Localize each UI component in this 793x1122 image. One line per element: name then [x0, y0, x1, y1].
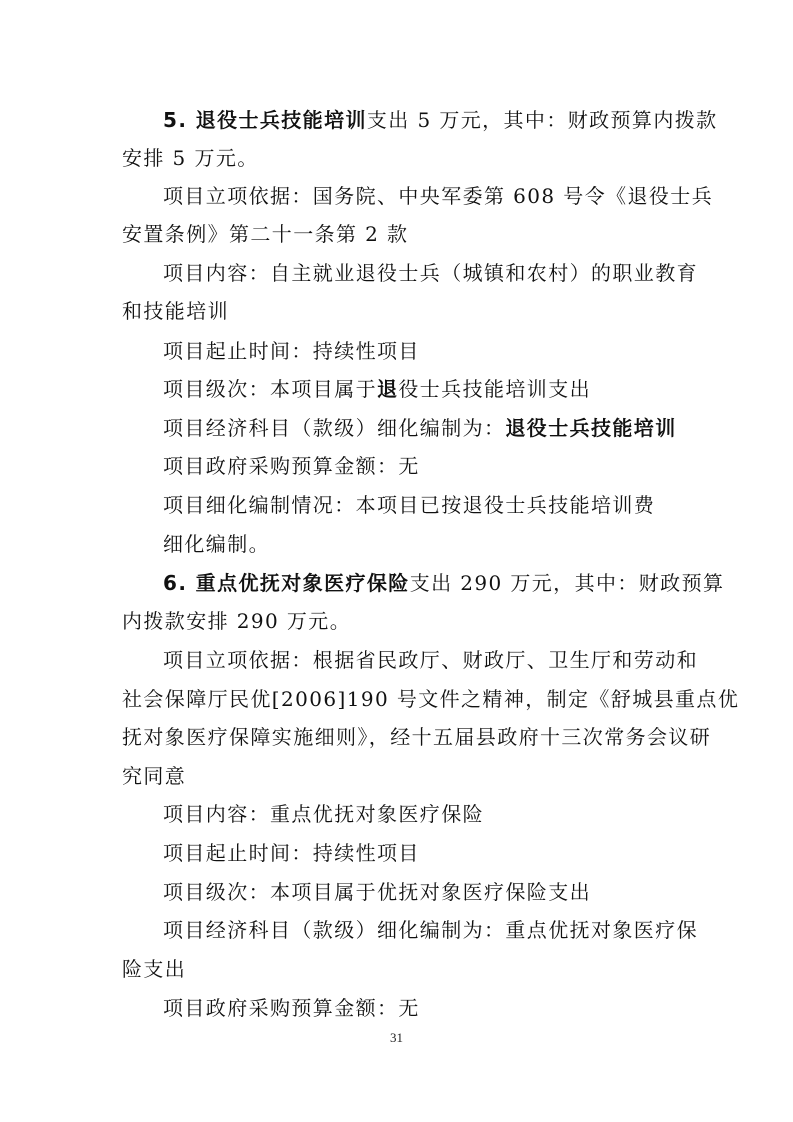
section5-level-line: [163, 376, 591, 402]
section5-level-bold: 退: [377, 377, 399, 401]
page-number: 31: [390, 1030, 403, 1045]
section5-heading: 5. 退役士兵技能培训: [163, 108, 367, 132]
section5-econ-line: [163, 415, 677, 441]
section6-procurement: 项目政府采购预算金额：无: [163, 996, 420, 1020]
section5-period: 项目起止时间：持续性项目: [163, 339, 420, 363]
section5-heading-line: [163, 107, 718, 133]
section5-econ-bold: 退役士兵技能培训: [505, 416, 677, 440]
section6-basis-line2: 社会保障厅民优[2006]190 号文件之精神，制定《舒城县重点优: [122, 687, 740, 711]
section5-detail-line1: 项目细化编制情况：本项目已按退役士兵技能培训费: [163, 493, 656, 517]
section6-period: 项目起止时间：持续性项目: [163, 841, 420, 865]
section6-econ-line1: 项目经济科目（款级）细化编制为：重点优抚对象医疗保: [163, 918, 698, 942]
section5-heading-rest: 支出 5 万元，其中：财政预算内拨款: [366, 108, 718, 132]
section5-econ-prefix: 项目经济科目（款级）细化编制为：: [163, 416, 506, 440]
section6-basis-line4: 究同意: [122, 764, 187, 788]
section5-heading-line2: 安排 5 万元。: [122, 146, 259, 170]
section6-heading-rest: 支出 290 万元，其中：财政预算: [409, 571, 725, 595]
section6-level: 项目级次：本项目属于优抚对象医疗保险支出: [163, 880, 591, 904]
section5-detail-line2: 细化编制。: [163, 532, 270, 556]
section5-content-line1: 项目内容：自主就业退役士兵（城镇和农村）的职业教育: [163, 261, 698, 285]
section5-basis-line1: 项目立项依据：国务院、中央军委第 608 号令《退役士兵: [163, 184, 714, 208]
section6-heading-line: [163, 570, 724, 596]
section6-basis-line3: 抚对象医疗保障实施细则》，经十五届县政府十三次常务会议研: [122, 725, 712, 749]
section6-heading: 6. 重点优抚对象医疗保险: [163, 571, 410, 595]
section5-content-line2: 和技能培训: [122, 299, 229, 323]
section5-level-prefix: 项目级次：本项目属于: [163, 377, 377, 401]
section6-content: 项目内容：重点优抚对象医疗保险: [163, 802, 484, 826]
section5-level-rest: 役士兵技能培训支出: [398, 377, 592, 401]
section6-basis-line1: 项目立项依据：根据省民政厅、财政厅、卫生厅和劳动和: [163, 648, 698, 672]
section5-basis-line2: 安置条例》第二十一条第 2 款: [122, 222, 409, 246]
section6-econ-line2: 险支出: [122, 957, 187, 981]
section6-heading-line2: 内拨款安排 290 万元。: [122, 609, 352, 633]
section5-procurement: 项目政府采购预算金额：无: [163, 454, 420, 478]
